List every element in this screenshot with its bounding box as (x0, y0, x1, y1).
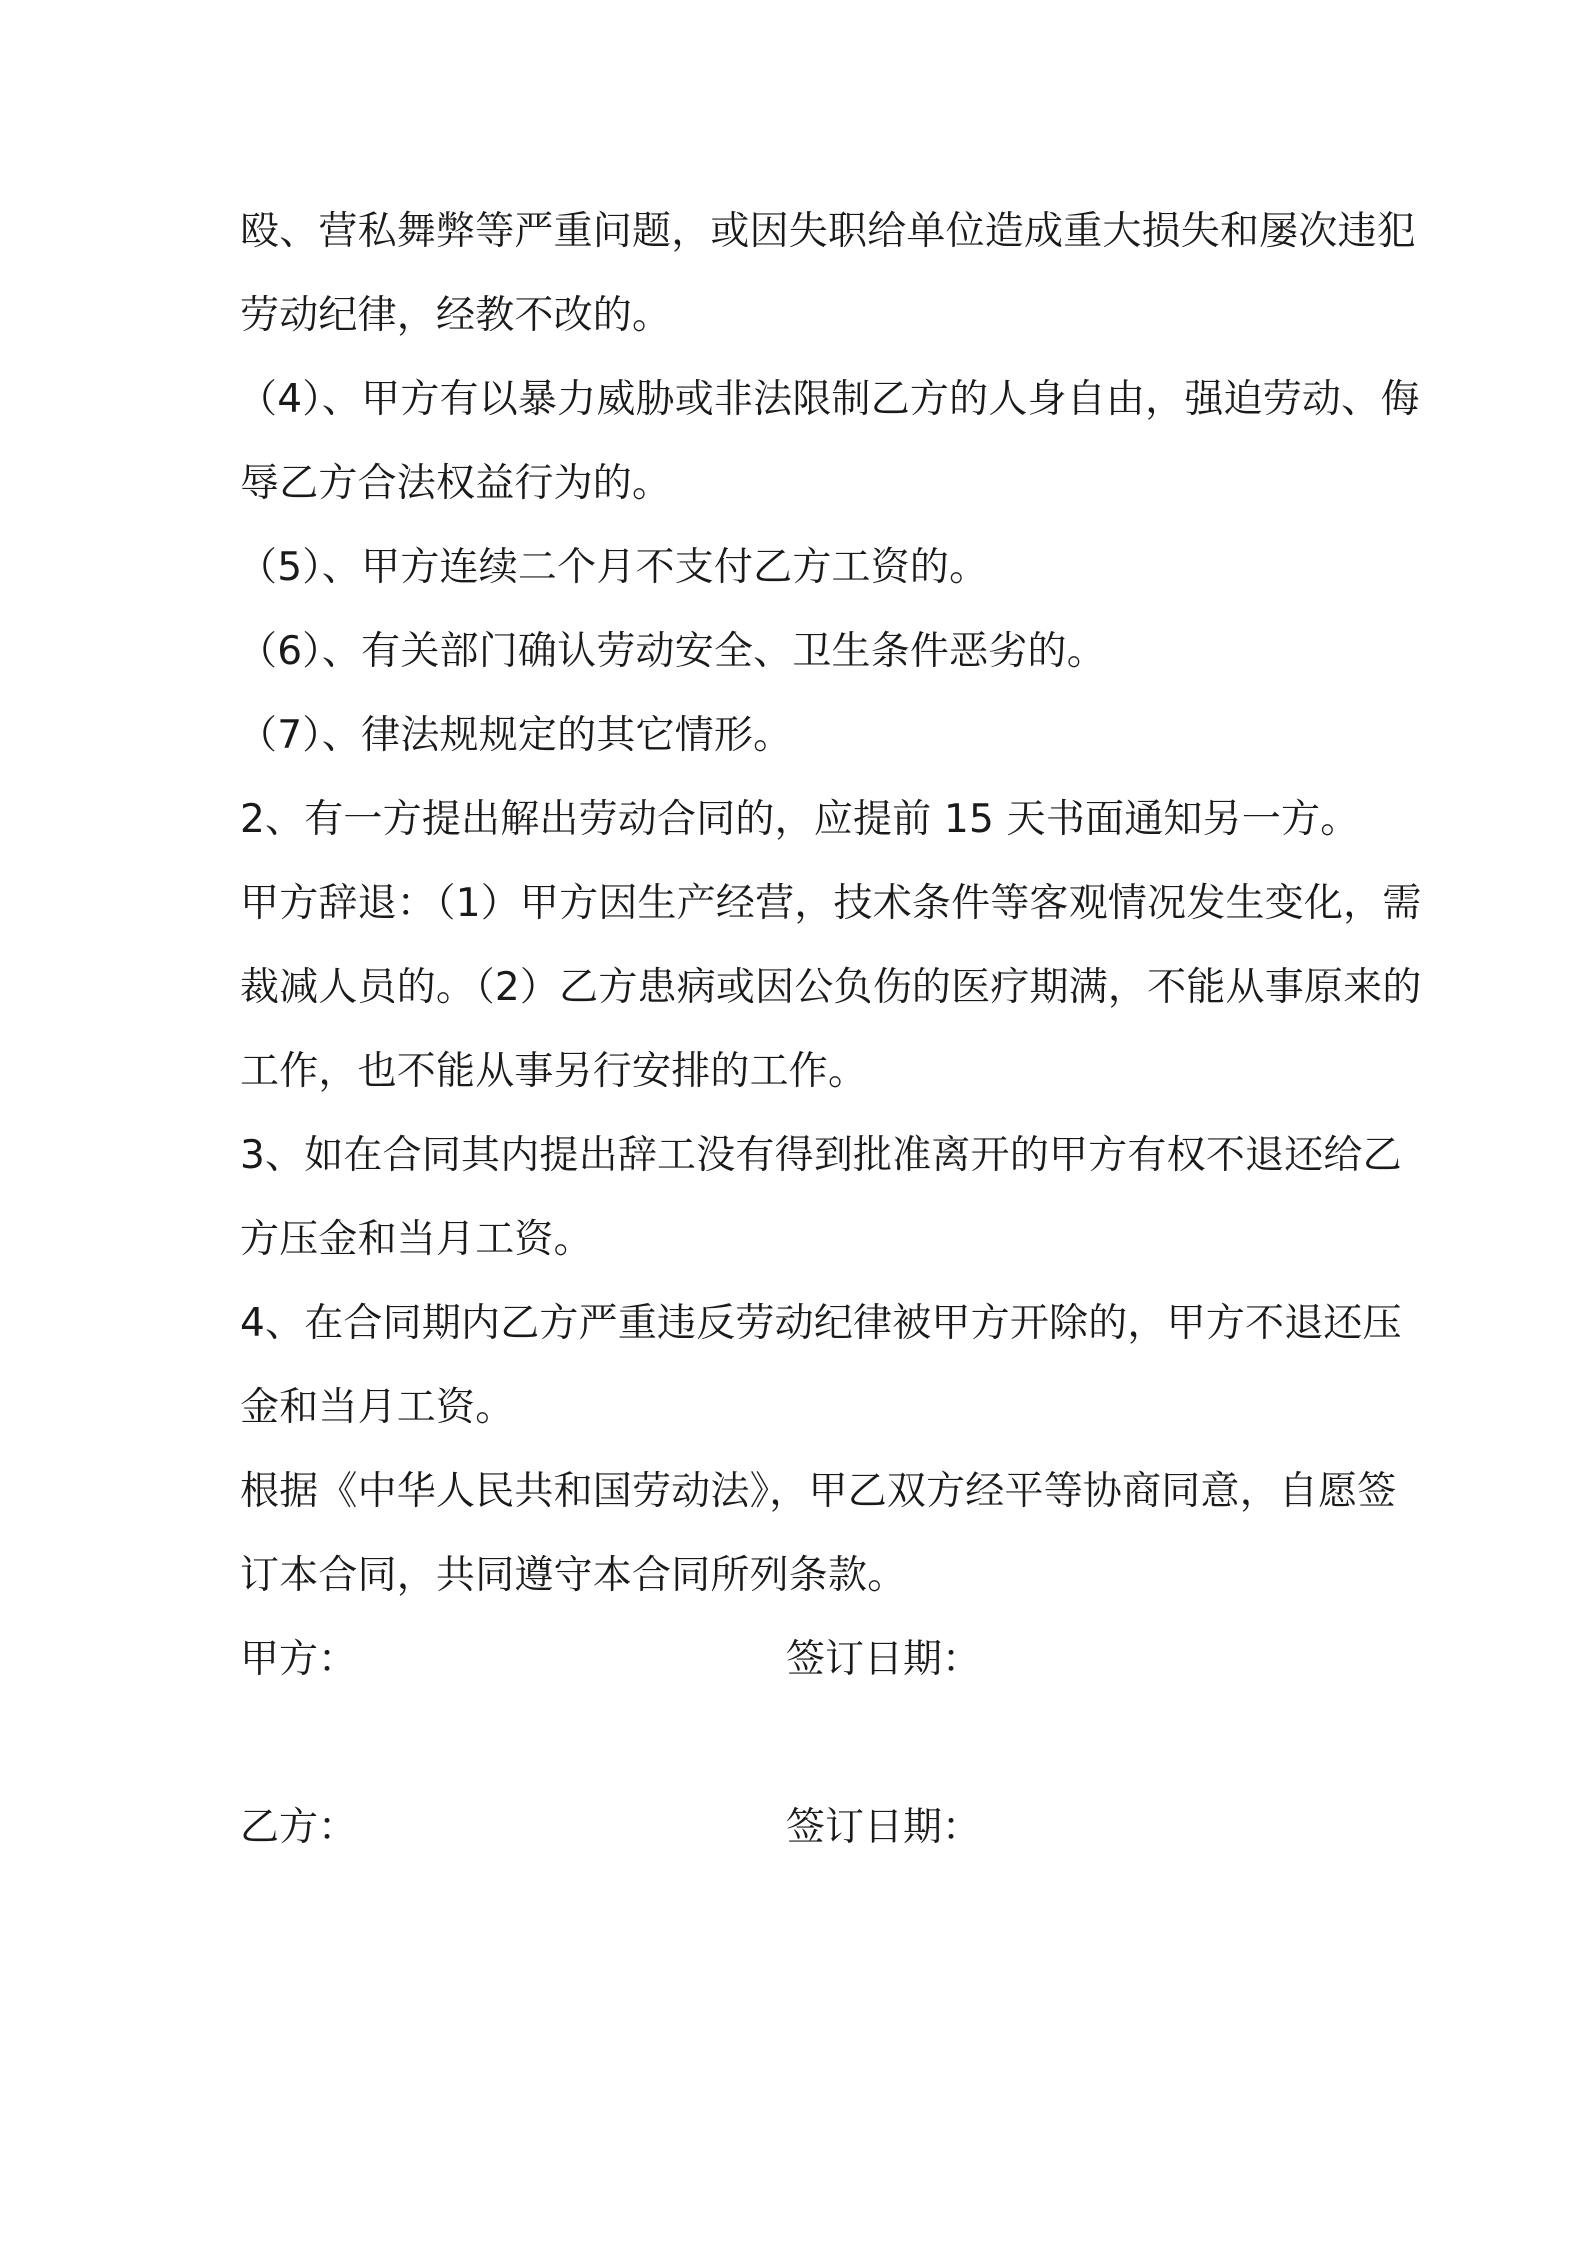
text-line: （5）、甲方连续二个月不支付乙方工资的。 (238, 545, 989, 590)
text-line: 殴、营私舞弊等严重问题，或因失职给单位造成重大损失和屡次违犯 (240, 209, 1417, 254)
text-line: 根据《中华人民共和国劳动法》，甲乙双方经平等协商同意，自愿签 (240, 1469, 1397, 1514)
party-a-date-label: 签订日期： (786, 1637, 982, 1682)
text-line: （4）、甲方有以暴力威胁或非法限制乙方的人身自由，强迫劳动、侮 (238, 377, 1420, 422)
party-b-date-label: 签订日期： (786, 1805, 982, 1850)
text-line: 工作，也不能从事另行安排的工作。 (240, 1049, 868, 1094)
text-line: 金和当月工资。 (240, 1385, 515, 1430)
text-line: 4、在合同期内乙方严重违反劳动纪律被甲方开除的，甲方不退还压 (240, 1301, 1402, 1346)
text-line: 辱乙方合法权益行为的。 (240, 461, 672, 506)
text-line: （6）、有关部门确认劳动安全、卫生条件恶劣的。 (238, 629, 1106, 674)
party-b-label: 乙方： (240, 1805, 358, 1850)
text-line: 裁减人员的。（2）乙方患病或因公负伤的医疗期满，不能从事原来的 (240, 965, 1422, 1010)
text-line: 2、有一方提出解出劳动合同的，应提前 15 天书面通知另一方。 (240, 797, 1360, 842)
text-line: 3、如在合同其内提出辞工没有得到批准离开的甲方有权不退还给乙 (240, 1133, 1402, 1178)
text-line: 劳动纪律，经教不改的。 (240, 293, 672, 338)
text-line: （7）、律法规规定的其它情形。 (238, 713, 793, 758)
text-line: 方压金和当月工资。 (240, 1217, 593, 1262)
text-line: 订本合同，共同遵守本合同所列条款。 (240, 1553, 907, 1598)
text-line: 甲方辞退：（1）甲方因生产经营，技术条件等客观情况发生变化，需 (240, 881, 1422, 926)
party-a-label: 甲方： (240, 1637, 358, 1682)
